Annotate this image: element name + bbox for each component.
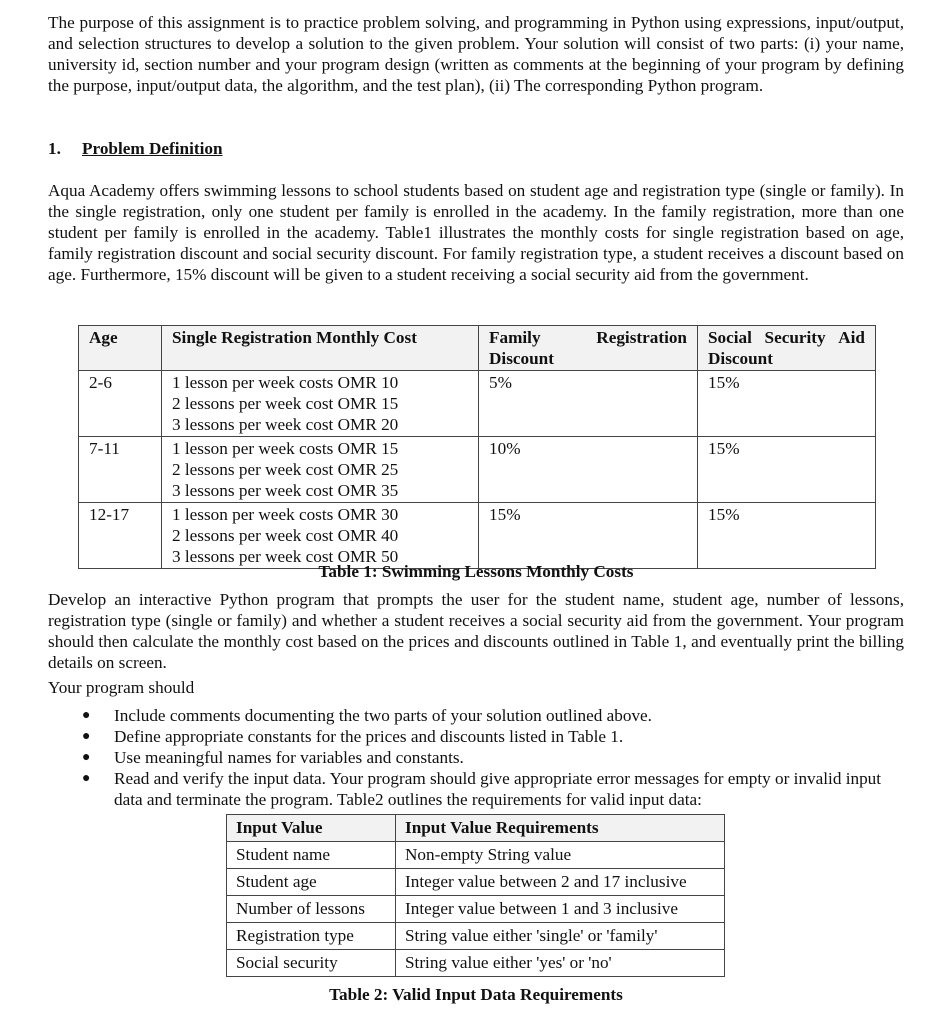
input-name-cell: Student name bbox=[227, 842, 396, 869]
family-discount-cell: 10% bbox=[479, 437, 698, 503]
bullet-icon: ● bbox=[82, 750, 91, 765]
age-cell: 7-11 bbox=[79, 437, 162, 503]
input-rule-cell: Integer value between 2 and 17 inclusive bbox=[396, 869, 725, 896]
ss-discount-cell: 15% bbox=[698, 371, 876, 437]
single-cost-header: Single Registration Monthly Cost bbox=[162, 326, 479, 371]
family-discount-cell: 5% bbox=[479, 371, 698, 437]
table-row bbox=[227, 842, 725, 869]
table-row bbox=[79, 437, 876, 503]
table-row bbox=[227, 896, 725, 923]
bullet-icon: ● bbox=[82, 708, 91, 723]
ss-discount-cell: 15% bbox=[698, 503, 876, 569]
age-header: Age bbox=[79, 326, 162, 371]
list-item: ● Include comments documenting the two parts of your solution outlined above. bbox=[82, 706, 652, 725]
intro-paragraph: The purpose of this assignment is to practice problem solving, and programming in Python using expressions, input/output, and selection structures to develop a solution to the given problem. Your solution will consist of two parts: (i) your name, university id, section number and your program design (written as comments at the beginning of your program by defining the purpose, input/output data, the algorithm, and the test plan), (ii) The corresponding Python program. bbox=[48, 13, 904, 95]
table-row bbox=[227, 950, 725, 977]
table-row bbox=[79, 503, 876, 569]
input-rule-cell: Non-empty String value bbox=[396, 842, 725, 869]
cost-cell: 1 lesson per week costs OMR 10 2 lessons per week cost OMR 15 3 lessons per week cost OMR 20 bbox=[162, 371, 479, 437]
input-name-cell: Student age bbox=[227, 869, 396, 896]
bullet-icon: ● bbox=[82, 729, 91, 744]
table-row bbox=[227, 869, 725, 896]
list-item: ● Use meaningful names for variables and constants. bbox=[82, 748, 464, 767]
cost-cell: 1 lesson per week costs OMR 15 2 lessons per week cost OMR 25 3 lessons per week cost OMR 35 bbox=[162, 437, 479, 503]
develop-paragraph: Develop an interactive Python program that prompts the user for the student name, student age, number of lessons, registration type (single or family) and whether a student receives a social security aid from the government. Your program should then calculate the monthly cost based on the prices and discounts outlined in Table 1, and eventually print the billing details on screen. bbox=[48, 590, 904, 672]
input-name-cell: Registration type bbox=[227, 923, 396, 950]
age-cell: 2-6 bbox=[79, 371, 162, 437]
should-line: Your program should bbox=[48, 678, 195, 697]
ss-discount-cell: 15% bbox=[698, 437, 876, 503]
input-name-cell: Social security bbox=[227, 950, 396, 977]
section-number: 1. bbox=[48, 139, 61, 158]
input-rule-cell: Integer value between 1 and 3 inclusive bbox=[396, 896, 725, 923]
input-name-cell: Number of lessons bbox=[227, 896, 396, 923]
table-row bbox=[227, 923, 725, 950]
requirements-list bbox=[48, 705, 904, 810]
table1-caption: Table 1: Swimming Lessons Monthly Costs bbox=[318, 562, 634, 581]
table-row bbox=[79, 371, 876, 437]
family-discount-header: Family Registration Discount bbox=[479, 326, 698, 371]
input-value-header: Input Value bbox=[227, 815, 396, 842]
table2-header-row bbox=[227, 815, 725, 842]
bullet-icon: ● bbox=[82, 771, 91, 786]
cost-cell: 1 lesson per week costs OMR 30 2 lessons per week cost OMR 40 3 lessons per week cost OMR 50 bbox=[162, 503, 479, 569]
age-cell: 12-17 bbox=[79, 503, 162, 569]
input-rule-cell: String value either 'single' or 'family' bbox=[396, 923, 725, 950]
input-rule-cell: String value either 'yes' or 'no' bbox=[396, 950, 725, 977]
valid-input-table bbox=[226, 814, 725, 977]
lessons-cost-table bbox=[78, 325, 876, 569]
section-title: Problem Definition bbox=[82, 139, 223, 158]
list-item: ● Read and verify the input data. Your program should give appropriate error messages for empty or invalid input data and terminate the program. Table2 outlines the requirements for valid input data: bbox=[82, 769, 882, 809]
list-item: ● Define appropriate constants for the prices and discounts listed in Table 1. bbox=[82, 727, 624, 746]
table2-caption: Table 2: Valid Input Data Requirements bbox=[329, 985, 623, 1004]
section-heading bbox=[48, 138, 223, 159]
family-discount-cell: 15% bbox=[479, 503, 698, 569]
social-security-header: Social Security Aid Discount bbox=[698, 326, 876, 371]
requirements-header: Input Value Requirements bbox=[396, 815, 725, 842]
table1-header-row bbox=[79, 326, 876, 371]
problem-paragraph: Aqua Academy offers swimming lessons to school students based on student age and registration type (single or family). In the single registration, only one student per family is enrolled in the academy. In the family registration, more than one student per family is enrolled in the academy. Table1 illustrates the monthly costs for single registration based on age, family registration discount and social security discount. For family registration type, a student receives a discount based on age. Furthermore, 15% discount will be given to a student receiving a social security aid from the government. bbox=[48, 181, 904, 284]
